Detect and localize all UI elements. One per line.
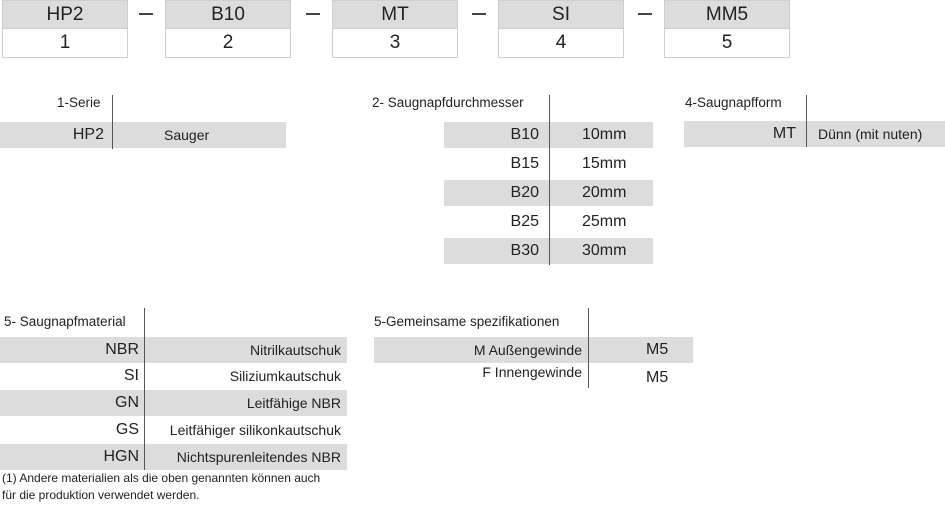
divider	[144, 308, 145, 470]
separator	[139, 13, 153, 15]
diameter-value: 25mm	[582, 213, 627, 230]
material-code: SI	[123, 367, 139, 384]
diameter-title: 2- Saugnapfdurchmesser	[372, 95, 524, 110]
material-desc: Nitrilkautschuk	[249, 342, 341, 358]
diameter-value: 15mm	[582, 155, 627, 172]
spec-label: F Innengewinde	[482, 364, 582, 380]
table-row	[684, 121, 945, 147]
form-desc: Dünn (mit nuten)	[818, 126, 923, 142]
table-row	[0, 122, 286, 148]
table-row	[374, 363, 693, 389]
material-desc: Leitfähige NBR	[246, 395, 341, 411]
table-row	[0, 417, 347, 443]
code-value: MM5	[664, 0, 790, 29]
table-row	[0, 337, 347, 363]
code-value: SI	[498, 0, 624, 29]
diameter-value: 30mm	[582, 242, 627, 259]
diameter-value: 10mm	[582, 126, 627, 143]
spec-value: M5	[646, 341, 669, 358]
diameter-code: B25	[510, 213, 539, 230]
code-box-5	[664, 0, 790, 58]
serie-code: HP2	[72, 126, 104, 143]
footnote-line-1: (1) Andere materialien als die oben genannten können auch	[2, 471, 321, 485]
form-title: 4-Saugnapfform	[685, 95, 782, 110]
diameter-code: B15	[510, 155, 539, 172]
table-row	[0, 363, 347, 389]
divider	[806, 95, 807, 147]
code-box-4	[498, 0, 624, 58]
material-desc: Siliziumkautschuk	[229, 368, 341, 384]
material-code: HGN	[103, 448, 139, 465]
table-row	[0, 444, 347, 470]
code-position: 5	[664, 29, 790, 58]
code-box-1	[2, 0, 128, 58]
material-desc: Leitfähiger silikonkautschuk	[169, 422, 341, 438]
serie-desc: Sauger	[164, 127, 210, 143]
separator	[306, 13, 320, 15]
diameter-value: 20mm	[582, 184, 627, 201]
diameter-code: B30	[510, 242, 539, 259]
code-position: 2	[165, 29, 291, 58]
spec-title: 5-Gemeinsame spezifikationen	[374, 314, 560, 329]
material-desc: Nichtspurenleitendes NBR	[176, 449, 341, 465]
footnote-line-2: für die produktion verwendet werden.	[2, 488, 200, 502]
code-box-2	[165, 0, 291, 58]
code-position: 3	[332, 29, 458, 58]
spec-value: M5	[646, 369, 669, 386]
serie-title: 1-Serie	[57, 95, 101, 110]
code-box-3	[332, 0, 458, 58]
material-code: GS	[115, 421, 139, 438]
code-value: MT	[332, 0, 458, 29]
divider	[588, 308, 589, 388]
separator	[638, 13, 652, 15]
divider	[549, 95, 550, 265]
table-row	[0, 390, 347, 416]
form-code: MT	[772, 125, 796, 142]
diameter-code: B10	[510, 126, 539, 143]
material-code: GN	[115, 394, 139, 411]
code-position: 4	[498, 29, 624, 58]
code-position: 1	[2, 29, 128, 58]
spec-label: M Außengewinde	[473, 342, 582, 358]
material-title: 5- Saugnapfmaterial	[4, 314, 126, 329]
diameter-code: B20	[510, 184, 539, 201]
separator	[472, 13, 486, 15]
divider	[112, 95, 113, 149]
code-value: HP2	[2, 0, 128, 29]
material-code: NBR	[105, 341, 139, 358]
code-value: B10	[165, 0, 291, 29]
